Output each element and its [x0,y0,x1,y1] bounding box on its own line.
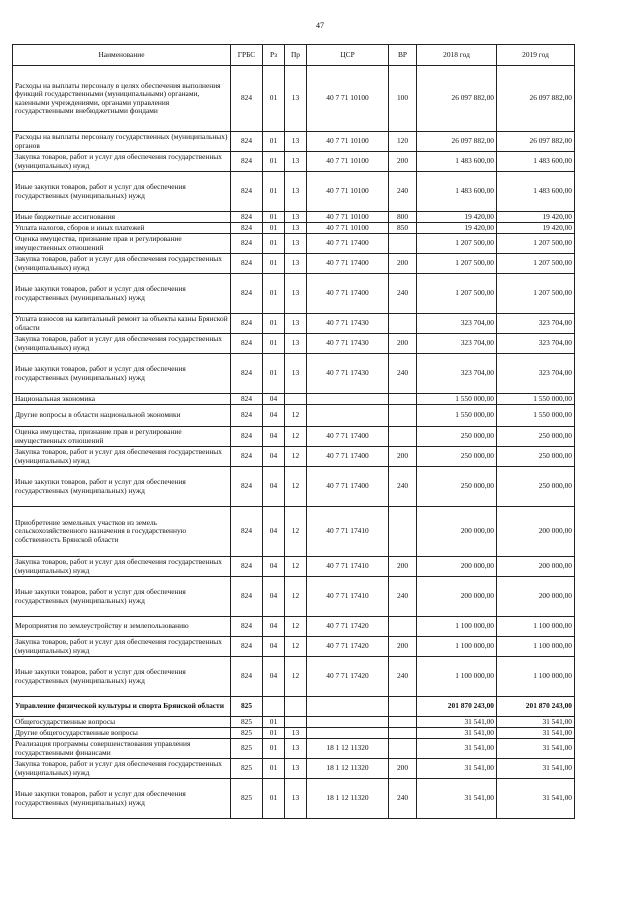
row-2019: 31 541,00 [497,728,575,739]
row-2018: 201 870 243,00 [417,697,497,717]
table-row [13,427,575,447]
row-name: Иные закупки товаров, работ и услуг для обеспечения государственных (муниципальных) нужд [13,467,231,507]
row-vr: 120 [389,132,417,152]
row-2018: 250 000,00 [417,447,497,467]
row-pr: 13 [285,314,307,334]
row-csr: 40 7 71 17420 [307,617,389,637]
row-2018: 1 207 500,00 [417,274,497,314]
row-pr: 13 [285,354,307,394]
row-2019: 1 483 600,00 [497,172,575,212]
row-grbs: 824 [231,637,263,657]
row-vr: 200 [389,759,417,779]
row-2018: 1 100 000,00 [417,637,497,657]
row-grbs: 824 [231,223,263,234]
row-2019: 26 097 882,00 [497,132,575,152]
row-pr: 12 [285,427,307,447]
header-2019: 2019 год [497,45,575,66]
row-2019: 26 097 882,00 [497,66,575,132]
row-pr [285,717,307,728]
row-rz: 01 [263,717,285,728]
row-grbs: 825 [231,697,263,717]
row-pr: 13 [285,66,307,132]
table-header-row [13,45,575,66]
row-2018: 250 000,00 [417,427,497,447]
row-vr: 200 [389,447,417,467]
row-grbs: 825 [231,739,263,759]
row-grbs: 824 [231,447,263,467]
row-2019: 201 870 243,00 [497,697,575,717]
row-grbs: 824 [231,234,263,254]
row-rz: 04 [263,577,285,617]
row-pr: 13 [285,334,307,354]
row-name: Уплата взносов на капитальный ремонт за объекты казны Брянской области [13,314,231,334]
row-vr [389,394,417,405]
row-rz: 04 [263,405,285,427]
row-2019: 200 000,00 [497,577,575,617]
row-pr: 13 [285,739,307,759]
row-rz: 01 [263,728,285,739]
row-vr [389,427,417,447]
row-2018: 31 541,00 [417,779,497,819]
row-name: Закупка товаров, работ и услуг для обеспечения государственных (муниципальных) нужд [13,759,231,779]
row-2019: 1 207 500,00 [497,254,575,274]
row-2019: 1 207 500,00 [497,234,575,254]
row-name: Другие общегосударственные вопросы [13,728,231,739]
row-vr [389,507,417,557]
row-csr: 40 7 71 17420 [307,637,389,657]
row-grbs: 824 [231,152,263,172]
table-row [13,172,575,212]
table-row [13,577,575,617]
row-2019: 1 100 000,00 [497,657,575,697]
row-2018: 323 704,00 [417,314,497,334]
row-pr: 13 [285,212,307,223]
row-csr: 40 7 71 10100 [307,66,389,132]
row-2018: 19 420,00 [417,212,497,223]
table-row [13,779,575,819]
row-name: Закупка товаров, работ и услуг для обеспечения государственных (муниципальных) нужд [13,447,231,467]
row-rz: 01 [263,66,285,132]
row-name: Общегосударственные вопросы [13,717,231,728]
table-row [13,717,575,728]
row-vr: 200 [389,254,417,274]
row-2019: 31 541,00 [497,779,575,819]
row-grbs: 824 [231,617,263,637]
row-2018: 200 000,00 [417,507,497,557]
row-pr: 13 [285,223,307,234]
header-rz: Рз [263,45,285,66]
row-2018: 1 207 500,00 [417,234,497,254]
row-2018: 1 100 000,00 [417,657,497,697]
row-2019: 31 541,00 [497,759,575,779]
row-vr: 240 [389,354,417,394]
row-2018: 250 000,00 [417,467,497,507]
row-vr: 240 [389,467,417,507]
row-rz: 01 [263,314,285,334]
row-name: Иные закупки товаров, работ и услуг для обеспечения государственных (муниципальных) нужд [13,577,231,617]
row-rz: 04 [263,427,285,447]
row-name: Иные закупки товаров, работ и услуг для обеспечения государственных (муниципальных) нужд [13,274,231,314]
row-vr [389,314,417,334]
row-rz: 01 [263,234,285,254]
table-row [13,759,575,779]
row-csr: 40 7 71 10100 [307,132,389,152]
row-2019: 1 207 500,00 [497,274,575,314]
row-csr: 40 7 71 10100 [307,152,389,172]
row-name: Мероприятия по землеустройству и землепользованию [13,617,231,637]
row-name: Оценка имущества, признание прав и регулирование имущественных отношений [13,234,231,254]
row-csr: 40 7 71 10100 [307,212,389,223]
row-2019: 323 704,00 [497,354,575,394]
row-csr: 40 7 71 17410 [307,577,389,617]
row-csr: 18 1 12 11320 [307,779,389,819]
table-row [13,697,575,717]
row-2018: 1 483 600,00 [417,172,497,212]
table-row [13,334,575,354]
header-pr: Пр [285,45,307,66]
table-row [13,152,575,172]
row-name: Расходы на выплаты персоналу в целях обеспечения выполнения функций государственными (муниципальными) органами, казенными учреждениями, органами управления государственными внебюджетными фондами [13,66,231,132]
row-pr: 13 [285,759,307,779]
row-pr: 12 [285,577,307,617]
header-csr: ЦСР [307,45,389,66]
row-vr: 240 [389,577,417,617]
row-pr: 12 [285,557,307,577]
row-2018: 31 541,00 [417,759,497,779]
row-2018: 31 541,00 [417,739,497,759]
row-rz: 04 [263,637,285,657]
row-csr: 40 7 71 17420 [307,657,389,697]
row-2018: 1 550 000,00 [417,405,497,427]
table-row [13,657,575,697]
row-pr: 13 [285,274,307,314]
row-pr: 13 [285,728,307,739]
row-pr: 12 [285,405,307,427]
row-csr: 40 7 71 17400 [307,447,389,467]
row-2018: 323 704,00 [417,334,497,354]
row-name: Иные закупки товаров, работ и услуг для обеспечения государственных (муниципальных) нужд [13,779,231,819]
row-vr: 200 [389,557,417,577]
row-csr: 40 7 71 10100 [307,223,389,234]
row-grbs: 825 [231,759,263,779]
row-rz: 01 [263,223,285,234]
row-csr: 40 7 71 17400 [307,427,389,447]
row-2018: 1 483 600,00 [417,152,497,172]
table-row [13,314,575,334]
table-row [13,354,575,394]
row-rz: 04 [263,467,285,507]
row-rz: 01 [263,274,285,314]
row-grbs: 824 [231,274,263,314]
row-rz: 01 [263,759,285,779]
row-csr: 40 7 71 17400 [307,467,389,507]
row-rz [263,697,285,717]
row-2018: 26 097 882,00 [417,66,497,132]
row-csr [307,394,389,405]
table-row [13,507,575,557]
table-row [13,617,575,637]
row-2019: 1 483 600,00 [497,152,575,172]
row-rz: 01 [263,739,285,759]
row-pr [285,697,307,717]
row-grbs: 824 [231,427,263,447]
row-pr: 12 [285,617,307,637]
row-pr: 12 [285,657,307,697]
row-csr: 40 7 71 17400 [307,234,389,254]
row-2018: 26 097 882,00 [417,132,497,152]
row-csr: 40 7 71 17430 [307,314,389,334]
row-2019: 1 550 000,00 [497,405,575,427]
row-csr: 40 7 71 17410 [307,557,389,577]
row-rz: 04 [263,394,285,405]
table-row [13,405,575,427]
header-grbs: ГРБС [231,45,263,66]
row-2018: 19 420,00 [417,223,497,234]
row-2019: 31 541,00 [497,717,575,728]
row-2019: 1 100 000,00 [497,617,575,637]
row-rz: 04 [263,507,285,557]
row-grbs: 824 [231,354,263,394]
row-2018: 200 000,00 [417,577,497,617]
row-name: Иные закупки товаров, работ и услуг для обеспечения государственных (муниципальных) нужд [13,172,231,212]
row-vr [389,234,417,254]
row-name: Иные закупки товаров, работ и услуг для обеспечения государственных (муниципальных) нужд [13,657,231,697]
row-vr: 240 [389,779,417,819]
row-vr: 240 [389,274,417,314]
row-name: Закупка товаров, работ и услуг для обеспечения государственных (муниципальных) нужд [13,334,231,354]
row-vr: 850 [389,223,417,234]
row-rz: 04 [263,557,285,577]
row-2019: 1 550 000,00 [497,394,575,405]
row-2019: 323 704,00 [497,334,575,354]
row-name: Управление физической культуры и спорта Брянской области [13,697,231,717]
row-vr: 240 [389,172,417,212]
row-2018: 31 541,00 [417,717,497,728]
row-vr [389,739,417,759]
row-csr [307,697,389,717]
row-2019: 200 000,00 [497,557,575,577]
row-vr: 200 [389,637,417,657]
row-csr: 40 7 71 17400 [307,254,389,274]
row-2018: 31 541,00 [417,728,497,739]
row-2019: 200 000,00 [497,507,575,557]
row-grbs: 824 [231,172,263,212]
row-2018: 323 704,00 [417,354,497,394]
row-rz: 01 [263,212,285,223]
row-grbs: 824 [231,557,263,577]
table-row [13,223,575,234]
table-row [13,132,575,152]
row-grbs: 824 [231,66,263,132]
row-vr: 200 [389,152,417,172]
row-rz: 04 [263,657,285,697]
table-row [13,254,575,274]
row-grbs: 824 [231,467,263,507]
header-vr: ВР [389,45,417,66]
row-name: Уплата налогов, сборов и иных платежей [13,223,231,234]
row-rz: 01 [263,172,285,212]
row-rz: 01 [263,132,285,152]
row-grbs: 825 [231,717,263,728]
row-grbs: 824 [231,405,263,427]
row-grbs: 824 [231,254,263,274]
row-2019: 250 000,00 [497,447,575,467]
row-rz: 04 [263,617,285,637]
row-rz: 01 [263,152,285,172]
row-rz: 01 [263,334,285,354]
row-name: Закупка товаров, работ и услуг для обеспечения государственных (муниципальных) нужд [13,637,231,657]
row-pr: 12 [285,467,307,507]
row-rz: 01 [263,779,285,819]
row-vr [389,617,417,637]
row-2018: 1 550 000,00 [417,394,497,405]
row-name: Другие вопросы в области национальной экономики [13,405,231,427]
row-2019: 250 000,00 [497,467,575,507]
row-csr [307,405,389,427]
row-csr: 40 7 71 17400 [307,274,389,314]
row-name: Иные закупки товаров, работ и услуг для обеспечения государственных (муниципальных) нужд [13,354,231,394]
row-name: Расходы на выплаты персоналу государственных (муниципальных) органов [13,132,231,152]
row-name: Национальная экономика [13,394,231,405]
row-2018: 200 000,00 [417,557,497,577]
row-grbs: 824 [231,212,263,223]
row-grbs: 824 [231,334,263,354]
row-csr: 40 7 71 10100 [307,172,389,212]
row-grbs: 824 [231,577,263,617]
row-name: Реализация программы совершенствования управления государственными финансами [13,739,231,759]
row-grbs: 824 [231,507,263,557]
row-name: Оценка имущества, признание прав и регулирование имущественных отношений [13,427,231,447]
row-vr: 240 [389,657,417,697]
table-row [13,66,575,132]
row-csr: 40 7 71 17410 [307,507,389,557]
header-2018: 2018 год [417,45,497,66]
row-grbs: 825 [231,728,263,739]
row-pr: 13 [285,152,307,172]
row-name: Приобретение земельных участков из земель сельскохозяйственного назначения в государственную собственность Брянской области [13,507,231,557]
page-number: 47 [316,21,324,30]
row-name: Закупка товаров, работ и услуг для обеспечения государственных (муниципальных) нужд [13,152,231,172]
row-grbs: 824 [231,394,263,405]
row-grbs: 825 [231,779,263,819]
row-2018: 1 207 500,00 [417,254,497,274]
row-2018: 1 100 000,00 [417,617,497,637]
row-pr: 12 [285,637,307,657]
row-vr [389,697,417,717]
table-row [13,467,575,507]
row-csr [307,717,389,728]
row-csr: 18 1 12 11320 [307,759,389,779]
row-grbs: 824 [231,132,263,152]
table-row [13,557,575,577]
row-grbs: 824 [231,314,263,334]
row-csr: 40 7 71 17430 [307,334,389,354]
table-row [13,212,575,223]
row-pr: 12 [285,507,307,557]
row-name: Закупка товаров, работ и услуг для обеспечения государственных (муниципальных) нужд [13,254,231,274]
table-row [13,447,575,467]
row-vr: 200 [389,334,417,354]
table-row [13,394,575,405]
row-rz: 01 [263,254,285,274]
budget-table [12,44,575,819]
row-csr: 18 1 12 11320 [307,739,389,759]
table-row [13,234,575,254]
row-csr [307,728,389,739]
row-2019: 1 100 000,00 [497,637,575,657]
row-pr: 12 [285,447,307,467]
row-name: Иные бюджетные ассигнования [13,212,231,223]
table-row [13,637,575,657]
row-pr: 13 [285,172,307,212]
row-pr: 13 [285,779,307,819]
header-name: Наименование [13,45,231,66]
row-vr: 100 [389,66,417,132]
row-csr: 40 7 71 17430 [307,354,389,394]
table-row [13,274,575,314]
table-row [13,739,575,759]
row-grbs: 824 [231,657,263,697]
table-row [13,728,575,739]
row-name: Закупка товаров, работ и услуг для обеспечения государственных (муниципальных) нужд [13,557,231,577]
row-2019: 19 420,00 [497,212,575,223]
row-vr [389,717,417,728]
row-vr [389,728,417,739]
row-pr: 13 [285,254,307,274]
row-vr [389,405,417,427]
row-pr [285,394,307,405]
row-rz: 01 [263,354,285,394]
row-rz: 04 [263,447,285,467]
row-pr: 13 [285,132,307,152]
row-pr: 13 [285,234,307,254]
row-2019: 31 541,00 [497,739,575,759]
row-vr: 800 [389,212,417,223]
row-2019: 19 420,00 [497,223,575,234]
row-2019: 250 000,00 [497,427,575,447]
row-2019: 323 704,00 [497,314,575,334]
